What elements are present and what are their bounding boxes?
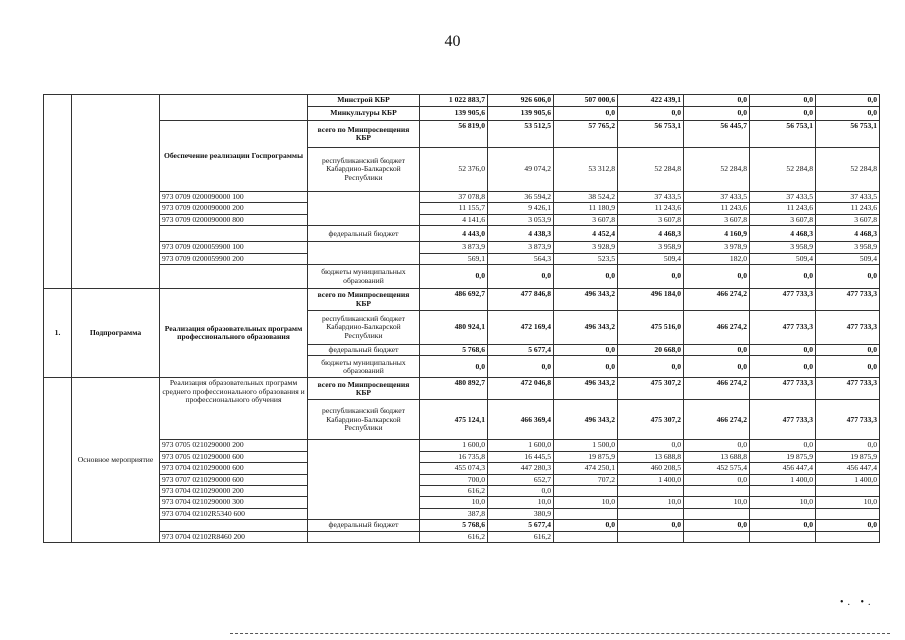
value-cell bbox=[750, 531, 816, 542]
row-label: бюджеты муниципальных образований bbox=[308, 265, 420, 289]
value-cell: 53 312,8 bbox=[554, 148, 618, 192]
value-cell: 10,0 bbox=[554, 497, 618, 508]
value-cell: 475 307,2 bbox=[618, 400, 684, 440]
value-cell: 564,3 bbox=[488, 253, 554, 264]
value-cell: 700,0 bbox=[420, 474, 488, 485]
value-cell: 52 284,8 bbox=[684, 148, 750, 192]
value-cell: 569,1 bbox=[420, 253, 488, 264]
value-cell: 4 468,3 bbox=[618, 226, 684, 242]
value-cell: 3 607,8 bbox=[750, 214, 816, 225]
level-cell-subprogram: Подпрограмма bbox=[72, 289, 160, 378]
value-cell: 52 284,8 bbox=[816, 148, 880, 192]
value-cell: 0,0 bbox=[488, 265, 554, 289]
number-cell: 1. bbox=[44, 289, 72, 378]
value-cell: 0,0 bbox=[816, 356, 880, 378]
table-row bbox=[44, 95, 880, 107]
budget-code: 973 0704 02102R8460 200 bbox=[160, 531, 308, 542]
row-label: всего по Минпросвещения КБР bbox=[308, 289, 420, 311]
value-cell: 182,0 bbox=[684, 253, 750, 264]
value-cell bbox=[684, 486, 750, 497]
value-cell bbox=[554, 508, 618, 519]
value-cell: 496 343,2 bbox=[554, 289, 618, 311]
value-cell: 19 875,9 bbox=[750, 451, 816, 462]
value-cell: 3 053,9 bbox=[488, 214, 554, 225]
value-cell: 0,0 bbox=[554, 520, 618, 531]
value-cell: 477 733,3 bbox=[816, 311, 880, 345]
value-cell: 0,0 bbox=[618, 107, 684, 121]
value-cell bbox=[684, 508, 750, 519]
value-cell: 3 928,9 bbox=[554, 242, 618, 253]
value-cell bbox=[618, 508, 684, 519]
row-label: Минкультуры КБР bbox=[308, 107, 420, 121]
value-cell: 616,2 bbox=[420, 486, 488, 497]
value-cell: 1 600,0 bbox=[420, 440, 488, 451]
row-label: федеральный бюджет bbox=[308, 345, 420, 356]
value-cell: 16 445,5 bbox=[488, 451, 554, 462]
value-cell: 10,0 bbox=[684, 497, 750, 508]
value-cell: 56 445,7 bbox=[684, 121, 750, 148]
value-cell: 1 400,0 bbox=[750, 474, 816, 485]
budget-code: 973 0705 0210290000 600 bbox=[160, 451, 308, 462]
value-cell: 0,0 bbox=[750, 440, 816, 451]
value-cell: 477 733,3 bbox=[816, 289, 880, 311]
value-cell: 496 343,2 bbox=[554, 400, 618, 440]
value-cell: 0,0 bbox=[554, 107, 618, 121]
budget-code: 973 0705 0210290000 200 bbox=[160, 440, 308, 451]
value-cell: 472 046,8 bbox=[488, 378, 554, 400]
value-cell: 3 873,9 bbox=[420, 242, 488, 253]
value-cell: 507 000,6 bbox=[554, 95, 618, 107]
value-cell: 474 250,1 bbox=[554, 463, 618, 474]
value-cell bbox=[816, 531, 880, 542]
table-row bbox=[44, 520, 880, 531]
value-cell: 1 022 883,7 bbox=[420, 95, 488, 107]
value-cell: 456 447,4 bbox=[750, 463, 816, 474]
value-cell: 0,0 bbox=[816, 107, 880, 121]
value-cell: 496 184,0 bbox=[618, 289, 684, 311]
row-label: республиканский бюджет Кабардино-Балкарской Республики bbox=[308, 400, 420, 440]
value-cell: 10,0 bbox=[816, 497, 880, 508]
value-cell: 0,0 bbox=[750, 345, 816, 356]
table-row bbox=[44, 253, 880, 264]
budget-code: 973 0709 0200090000 800 bbox=[160, 214, 308, 225]
value-cell: 1 400,0 bbox=[816, 474, 880, 485]
value-cell: 0,0 bbox=[816, 345, 880, 356]
value-cell: 20 668,0 bbox=[618, 345, 684, 356]
value-cell: 37 433,5 bbox=[750, 192, 816, 203]
value-cell: 52 284,8 bbox=[750, 148, 816, 192]
value-cell: 466 274,2 bbox=[684, 400, 750, 440]
value-cell: 477 733,3 bbox=[750, 400, 816, 440]
value-cell: 52 284,8 bbox=[618, 148, 684, 192]
value-cell: 4 160,9 bbox=[684, 226, 750, 242]
value-cell: 37 433,5 bbox=[684, 192, 750, 203]
value-cell: 0,0 bbox=[684, 107, 750, 121]
value-cell: 1 400,0 bbox=[618, 474, 684, 485]
table-row bbox=[44, 265, 880, 289]
budget-code: 973 0709 0200090000 100 bbox=[160, 192, 308, 203]
budget-code: 973 0709 0200059900 200 bbox=[160, 253, 308, 264]
value-cell: 3 607,8 bbox=[816, 214, 880, 225]
value-cell: 0,0 bbox=[816, 440, 880, 451]
value-cell: 3 958,9 bbox=[618, 242, 684, 253]
value-cell: 452 575,4 bbox=[684, 463, 750, 474]
value-cell: 0,0 bbox=[750, 520, 816, 531]
value-cell: 0,0 bbox=[816, 265, 880, 289]
row-label: республиканский бюджет Кабардино-Балкарской Республики bbox=[308, 311, 420, 345]
value-cell: 0,0 bbox=[684, 474, 750, 485]
value-cell: 13 688,8 bbox=[684, 451, 750, 462]
value-cell: 387,8 bbox=[420, 508, 488, 519]
value-cell: 466 274,2 bbox=[684, 378, 750, 400]
value-cell bbox=[816, 508, 880, 519]
budget-code: 973 0709 0200059900 100 bbox=[160, 242, 308, 253]
value-cell: 0,0 bbox=[750, 107, 816, 121]
blank-cell bbox=[160, 95, 308, 121]
blank-cell bbox=[160, 520, 308, 531]
value-cell: 0,0 bbox=[684, 440, 750, 451]
value-cell: 0,0 bbox=[816, 95, 880, 107]
value-cell: 38 524,2 bbox=[554, 192, 618, 203]
value-cell bbox=[618, 486, 684, 497]
row-label: всего по Минпросвещения КБР bbox=[308, 378, 420, 400]
section-title-support: Обеспечение реализации Госпрограммы bbox=[160, 121, 308, 192]
value-cell: 475 516,0 bbox=[618, 311, 684, 345]
value-cell: 466 274,2 bbox=[684, 311, 750, 345]
value-cell: 509,4 bbox=[816, 253, 880, 264]
row-label: федеральный бюджет bbox=[308, 520, 420, 531]
value-cell: 11 243,6 bbox=[618, 203, 684, 214]
table-row bbox=[44, 497, 880, 508]
budget-code: 973 0704 02102R5340 600 bbox=[160, 508, 308, 519]
value-cell: 0,0 bbox=[684, 265, 750, 289]
value-cell: 4 438,3 bbox=[488, 226, 554, 242]
value-cell: 0,0 bbox=[488, 356, 554, 378]
table-row bbox=[44, 203, 880, 214]
blank-cell bbox=[160, 226, 308, 242]
value-cell: 496 343,2 bbox=[554, 311, 618, 345]
value-cell: 0,0 bbox=[618, 356, 684, 378]
value-cell: 5 677,4 bbox=[488, 345, 554, 356]
value-cell: 466 369,4 bbox=[488, 400, 554, 440]
value-cell: 10,0 bbox=[420, 497, 488, 508]
value-cell: 422 439,1 bbox=[618, 95, 684, 107]
value-cell bbox=[554, 531, 618, 542]
value-cell: 616,2 bbox=[488, 531, 554, 542]
value-cell bbox=[684, 531, 750, 542]
value-cell: 0,0 bbox=[420, 356, 488, 378]
value-cell: 9 426,1 bbox=[488, 203, 554, 214]
value-cell: 3 607,8 bbox=[554, 214, 618, 225]
value-cell: 52 376,0 bbox=[420, 148, 488, 192]
value-cell: 509,4 bbox=[750, 253, 816, 264]
value-cell: 19 875,9 bbox=[554, 451, 618, 462]
table-row bbox=[44, 289, 880, 311]
value-cell: 11 243,6 bbox=[816, 203, 880, 214]
value-cell: 0,0 bbox=[618, 520, 684, 531]
table-row bbox=[44, 242, 880, 253]
value-cell: 0,0 bbox=[420, 265, 488, 289]
value-cell: 11 155,7 bbox=[420, 203, 488, 214]
value-cell: 0,0 bbox=[618, 265, 684, 289]
value-cell: 477 733,3 bbox=[816, 378, 880, 400]
value-cell: 466 274,2 bbox=[684, 289, 750, 311]
value-cell: 0,0 bbox=[750, 95, 816, 107]
value-cell: 11 243,6 bbox=[750, 203, 816, 214]
table-row bbox=[44, 192, 880, 203]
value-cell: 460 208,5 bbox=[618, 463, 684, 474]
table-row bbox=[44, 378, 880, 400]
blank-cell bbox=[308, 440, 420, 520]
blank-cell bbox=[44, 378, 72, 543]
value-cell: 37 078,8 bbox=[420, 192, 488, 203]
row-label: бюджеты муниципальных образований bbox=[308, 356, 420, 378]
scan-marks: •. •. bbox=[840, 597, 875, 608]
value-cell: 11 243,6 bbox=[684, 203, 750, 214]
table-row bbox=[44, 508, 880, 519]
value-cell: 472 169,4 bbox=[488, 311, 554, 345]
table-row bbox=[44, 226, 880, 242]
value-cell: 16 735,8 bbox=[420, 451, 488, 462]
value-cell: 4 452,4 bbox=[554, 226, 618, 242]
table-row bbox=[44, 451, 880, 462]
value-cell: 4 141,6 bbox=[420, 214, 488, 225]
value-cell: 477 733,3 bbox=[750, 378, 816, 400]
value-cell: 707,2 bbox=[554, 474, 618, 485]
blank-cell bbox=[308, 531, 420, 542]
table-row bbox=[44, 463, 880, 474]
value-cell: 5 768,6 bbox=[420, 345, 488, 356]
value-cell: 56 753,1 bbox=[816, 121, 880, 148]
table-row bbox=[44, 474, 880, 485]
row-label: федеральный бюджет bbox=[308, 226, 420, 242]
value-cell: 0,0 bbox=[750, 356, 816, 378]
value-cell: 56 819,0 bbox=[420, 121, 488, 148]
value-cell: 509,4 bbox=[618, 253, 684, 264]
value-cell: 380,9 bbox=[488, 508, 554, 519]
value-cell: 0,0 bbox=[684, 95, 750, 107]
blank-cell bbox=[308, 192, 420, 226]
value-cell: 475 124,1 bbox=[420, 400, 488, 440]
value-cell: 477 733,3 bbox=[816, 400, 880, 440]
value-cell: 455 074,3 bbox=[420, 463, 488, 474]
value-cell: 616,2 bbox=[420, 531, 488, 542]
budget-table bbox=[43, 94, 880, 543]
value-cell: 486 692,7 bbox=[420, 289, 488, 311]
value-cell: 56 753,1 bbox=[750, 121, 816, 148]
value-cell: 5 677,4 bbox=[488, 520, 554, 531]
value-cell: 139 905,6 bbox=[488, 107, 554, 121]
budget-code: 973 0707 0210290000 600 bbox=[160, 474, 308, 485]
value-cell: 37 433,5 bbox=[618, 192, 684, 203]
value-cell: 13 688,8 bbox=[618, 451, 684, 462]
value-cell: 0,0 bbox=[684, 345, 750, 356]
value-cell: 477 733,3 bbox=[750, 311, 816, 345]
value-cell bbox=[554, 486, 618, 497]
value-cell: 480 892,7 bbox=[420, 378, 488, 400]
value-cell: 0,0 bbox=[684, 356, 750, 378]
value-cell: 3 958,9 bbox=[750, 242, 816, 253]
section-title-activity: Реализация образовательных программ среднего профессионального образования и профессионального обучения bbox=[160, 378, 308, 440]
row-label: Минстрой КБР bbox=[308, 95, 420, 107]
value-cell: 57 765,2 bbox=[554, 121, 618, 148]
value-cell: 0,0 bbox=[684, 520, 750, 531]
value-cell: 447 280,3 bbox=[488, 463, 554, 474]
blank-cell bbox=[160, 265, 308, 289]
value-cell: 139 905,6 bbox=[420, 107, 488, 121]
value-cell: 3 873,9 bbox=[488, 242, 554, 253]
value-cell: 0,0 bbox=[816, 520, 880, 531]
table-row bbox=[44, 486, 880, 497]
value-cell: 523,5 bbox=[554, 253, 618, 264]
blank-cell bbox=[72, 95, 160, 289]
value-cell bbox=[750, 508, 816, 519]
value-cell: 475 307,2 bbox=[618, 378, 684, 400]
row-label: всего по Минпросвещения КБР bbox=[308, 121, 420, 148]
blank-cell bbox=[44, 95, 72, 289]
value-cell: 1 600,0 bbox=[488, 440, 554, 451]
value-cell: 4 468,3 bbox=[750, 226, 816, 242]
table-row bbox=[44, 214, 880, 225]
bottom-scan-line bbox=[230, 633, 890, 635]
value-cell: 4 443,0 bbox=[420, 226, 488, 242]
value-cell: 652,7 bbox=[488, 474, 554, 485]
value-cell bbox=[816, 486, 880, 497]
budget-code: 973 0704 0210290000 300 bbox=[160, 497, 308, 508]
section-title-subprogram: Реализация образовательных программ профессионального образования bbox=[160, 289, 308, 378]
value-cell bbox=[750, 486, 816, 497]
value-cell: 36 594,2 bbox=[488, 192, 554, 203]
budget-code: 973 0704 0210290000 200 bbox=[160, 486, 308, 497]
budget-code: 973 0704 0210290000 600 bbox=[160, 463, 308, 474]
value-cell: 10,0 bbox=[618, 497, 684, 508]
page-number: 40 bbox=[444, 33, 461, 50]
value-cell: 19 875,9 bbox=[816, 451, 880, 462]
value-cell: 496 343,2 bbox=[554, 378, 618, 400]
value-cell bbox=[618, 531, 684, 542]
value-cell: 0,0 bbox=[554, 345, 618, 356]
table-row bbox=[44, 121, 880, 148]
value-cell: 0,0 bbox=[554, 356, 618, 378]
value-cell: 480 924,1 bbox=[420, 311, 488, 345]
value-cell: 11 180,9 bbox=[554, 203, 618, 214]
budget-code: 973 0709 0200090000 200 bbox=[160, 203, 308, 214]
value-cell: 926 606,0 bbox=[488, 95, 554, 107]
value-cell: 0,0 bbox=[554, 265, 618, 289]
value-cell: 1 500,0 bbox=[554, 440, 618, 451]
value-cell: 456 447,4 bbox=[816, 463, 880, 474]
row-label: республиканский бюджет Кабардино-Балкарской Республики bbox=[308, 148, 420, 192]
level-cell-main-activity: Основное мероприятие bbox=[72, 378, 160, 543]
value-cell: 477 733,3 bbox=[750, 289, 816, 311]
value-cell: 56 753,1 bbox=[618, 121, 684, 148]
value-cell: 3 958,9 bbox=[816, 242, 880, 253]
value-cell: 4 468,3 bbox=[816, 226, 880, 242]
value-cell: 3 978,9 bbox=[684, 242, 750, 253]
value-cell: 37 433,5 bbox=[816, 192, 880, 203]
value-cell: 0,0 bbox=[618, 440, 684, 451]
value-cell: 477 846,8 bbox=[488, 289, 554, 311]
value-cell: 10,0 bbox=[750, 497, 816, 508]
table-row bbox=[44, 531, 880, 542]
value-cell: 3 607,8 bbox=[684, 214, 750, 225]
table-row bbox=[44, 440, 880, 451]
value-cell: 5 768,6 bbox=[420, 520, 488, 531]
value-cell: 10,0 bbox=[488, 497, 554, 508]
value-cell: 53 512,5 bbox=[488, 121, 554, 148]
value-cell: 0,0 bbox=[488, 486, 554, 497]
value-cell: 49 074,2 bbox=[488, 148, 554, 192]
value-cell: 3 607,8 bbox=[618, 214, 684, 225]
blank-cell bbox=[308, 242, 420, 265]
value-cell: 0,0 bbox=[750, 265, 816, 289]
